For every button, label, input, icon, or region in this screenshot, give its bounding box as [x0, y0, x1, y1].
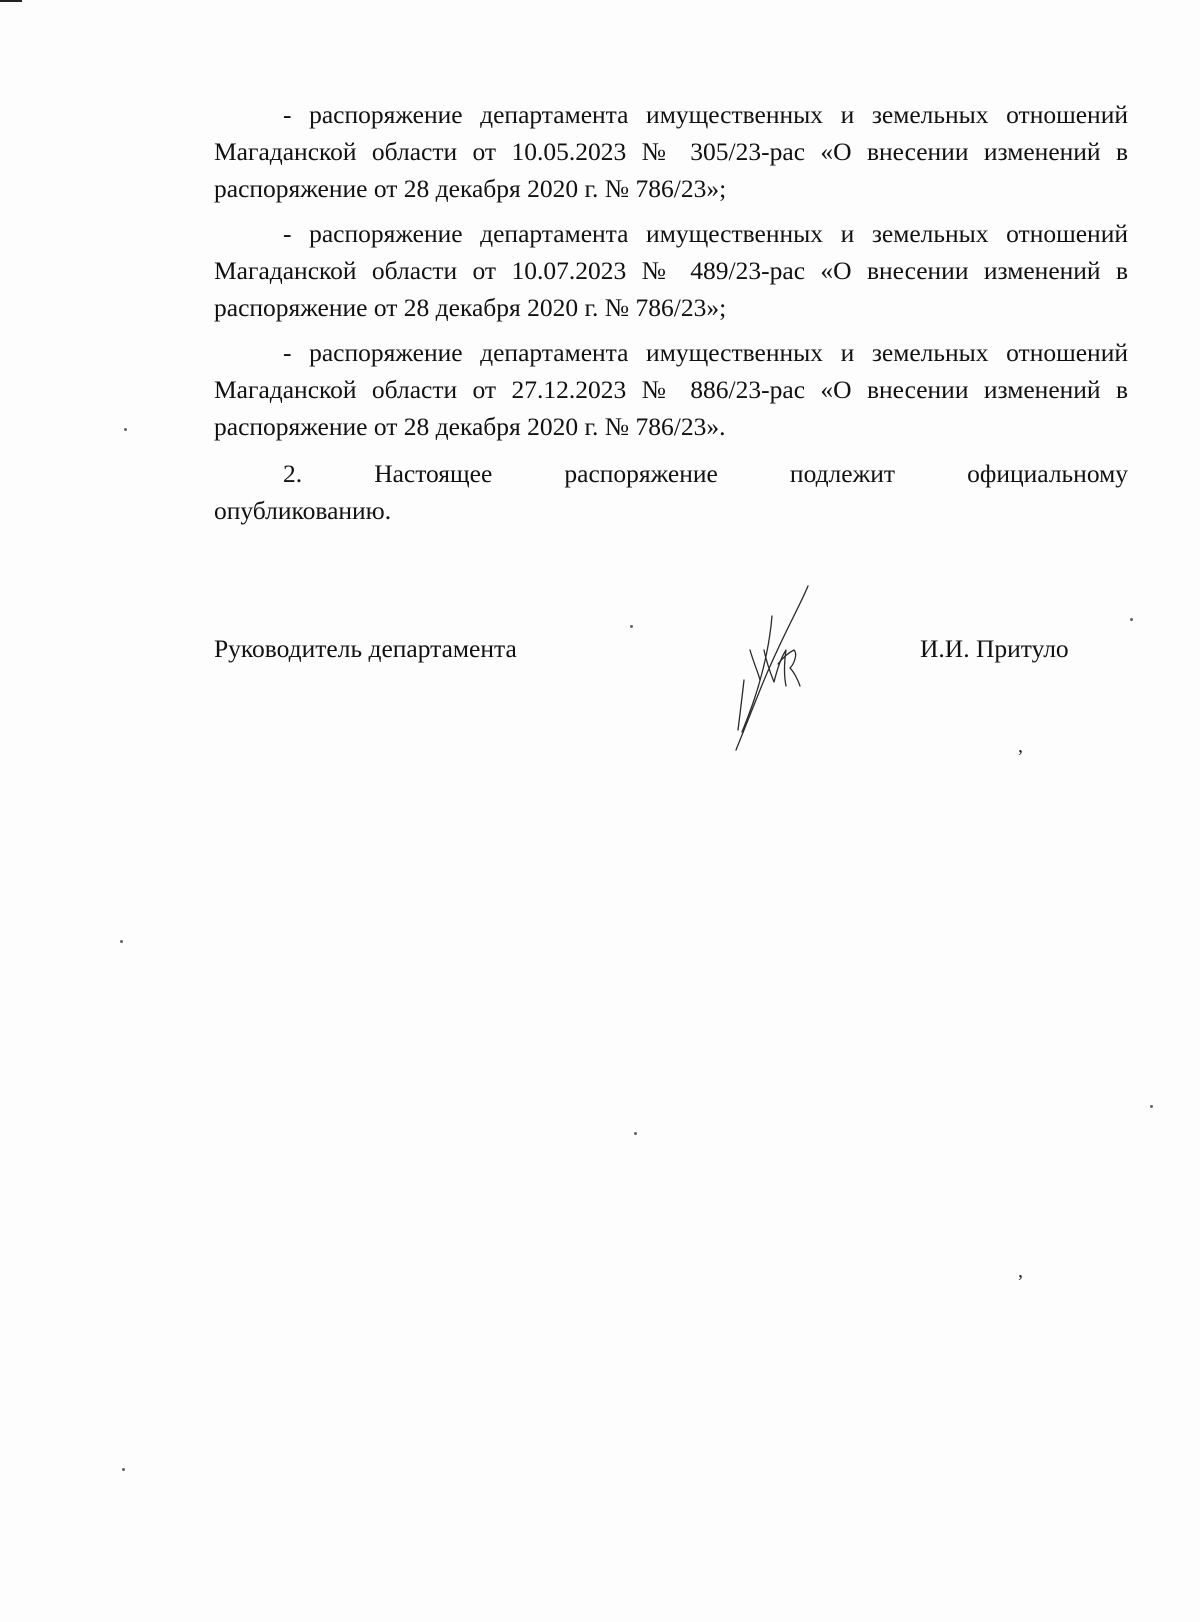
- paragraph-word-4: официальному: [967, 459, 1128, 488]
- scan-mark: ,: [1018, 735, 1023, 757]
- paragraph-word-3: подлежит: [789, 459, 896, 488]
- scan-speck: [1150, 1105, 1153, 1108]
- paragraph-2-first-line: [214, 455, 1128, 492]
- handwritten-signature: [720, 580, 840, 760]
- paragraph-2: [214, 455, 1128, 529]
- list-item-order-886: - распоряжение департамента имущественных и земельных отношений Магаданской области от 27.12.2023 № 886/23-рас «О внесении изменений в распоряжение от 28 декабря 2020 г. № 786/23».: [214, 338, 1128, 441]
- scan-speck: [1130, 618, 1133, 621]
- document-body: [214, 96, 1128, 529]
- scan-speck: [122, 1468, 125, 1471]
- scan-corner-mark: [0, 0, 22, 2]
- paragraph-number: 2.: [283, 459, 303, 488]
- list-item-order-489: - распоряжение департамента имущественных и земельных отношений Магаданской области от 10.07.2023 № 489/23-рас «О внесении изменений в распоряжение от 28 декабря 2020 г. № 786/23»;: [214, 219, 1128, 322]
- scan-speck: [120, 940, 123, 943]
- signatory-name: И.И. Притуло: [920, 634, 1069, 663]
- signatory-position: Руководитель департамента: [214, 634, 517, 663]
- scan-mark: ,: [1018, 1260, 1023, 1282]
- list-item-order-305: - распоряжение департамента имущественных и земельных отношений Магаданской области от 10.05.2023 № 305/23-рас «О внесении изменений в распоряжение от 28 декабря 2020 г. № 786/23»;: [214, 100, 1128, 203]
- scan-speck: [124, 428, 127, 431]
- scan-speck: [630, 625, 633, 628]
- scan-speck: [634, 1132, 637, 1135]
- paragraph-word-1: Настоящее: [374, 459, 493, 488]
- paragraph-2-continuation: опубликованию.: [214, 496, 392, 525]
- paragraph-word-2: распоряжение: [564, 459, 718, 488]
